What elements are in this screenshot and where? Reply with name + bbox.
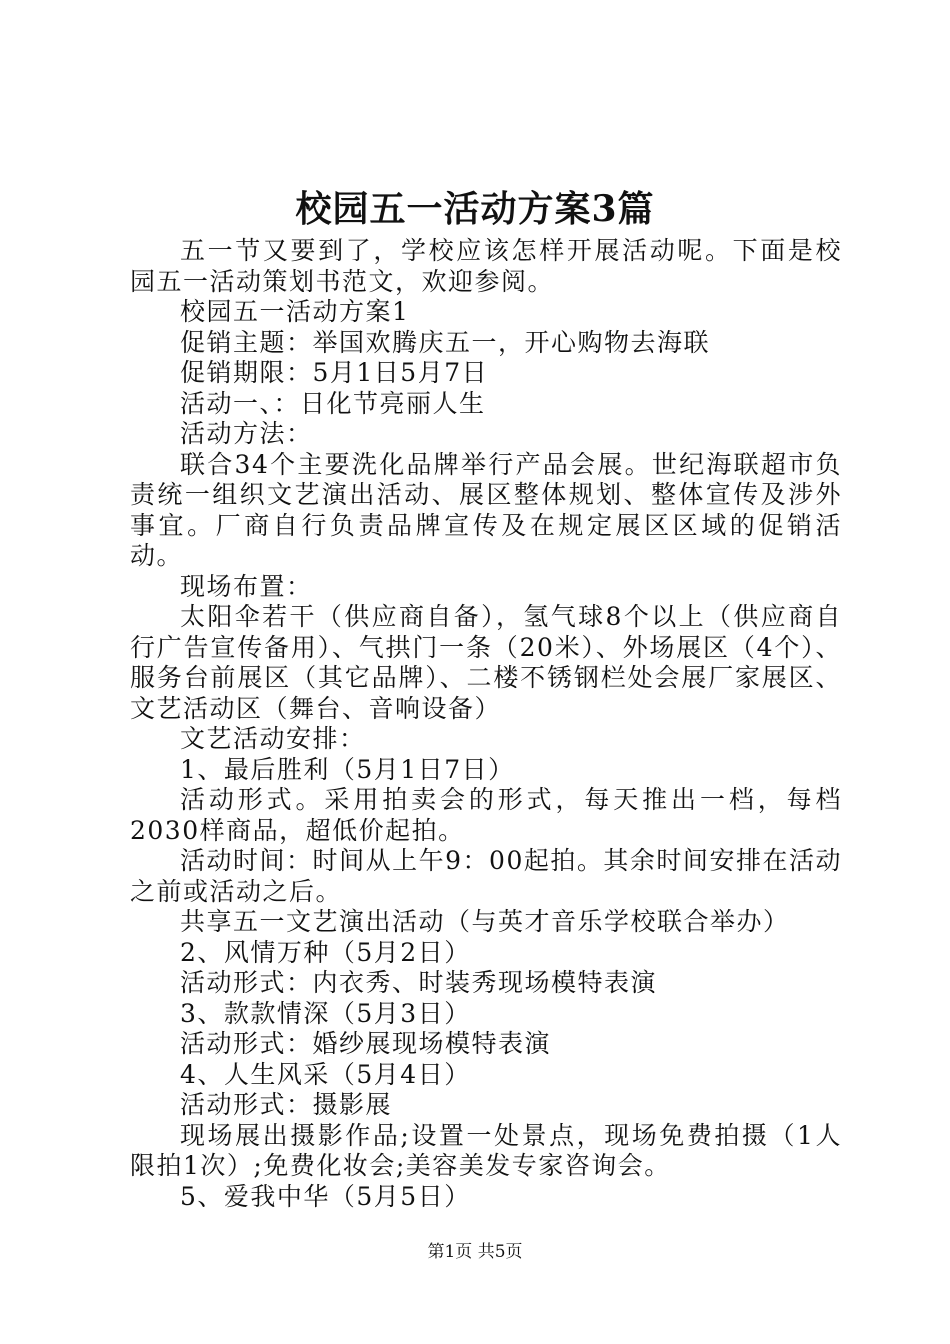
paragraph: 共享五一文艺演出活动（与英才音乐学校联合举办） [180, 907, 790, 936]
paragraph: 活动形式：内衣秀、时装秀现场模特表演 [180, 968, 658, 997]
paragraph: 活动时间：时间从上午9：00起拍。其余时间安排在活动之前或活动之后。 [130, 846, 842, 906]
paragraph: 促销期限：5月1日5月7日 [180, 358, 489, 387]
paragraph: 活动方法： [180, 419, 313, 448]
paragraph: 活动形式：婚纱展现场模特表演 [180, 1029, 552, 1058]
paragraph: 太阳伞若干（供应商自备），氢气球8个以上（供应商自行广告宣传备用）、气拱门一条（20米）、外场展区（4个）、服务台前展区（其它品牌）、二楼不锈钢栏处会展厂家展区、文艺活动区（舞台、音响设备） [130, 602, 842, 723]
paragraph: 4、人生风采（5月4日） [180, 1059, 471, 1089]
paragraph: 五一节又要到了，学校应该怎样开展活动呢。下面是校园五一活动策划书范文，欢迎参阅。 [130, 236, 842, 296]
paragraph: 3、款款情深（5月3日） [180, 998, 471, 1028]
paragraph: 文艺活动安排： [180, 724, 366, 753]
paragraph: 1、最后胜利（5月1日7日） [180, 754, 515, 784]
paragraph: 活动一、：日化节亮丽人生 [180, 388, 486, 418]
paragraph: 校园五一活动方案1 [180, 297, 410, 326]
document-body [130, 236, 842, 1212]
paragraph: 联合34个主要洗化品牌举行产品会展。世纪海联超市负责统一组织文艺演出活动、展区整体规划、整体宣传及涉外事宜。厂商自行负责品牌宣传及在规定展区区域的促销活动。 [130, 449, 842, 570]
paragraph: 2、风情万种（5月2日） [180, 937, 471, 967]
paragraph: 5、爱我中华（5月5日） [180, 1181, 471, 1211]
document-title: 校园五一活动方案3篇 [295, 188, 655, 230]
paragraph: 现场布置： [180, 571, 313, 601]
paragraph: 活动形式：摄影展 [180, 1090, 393, 1119]
page-footer: 第1页 共5页 [427, 1242, 523, 1262]
paragraph: 促销主题：举国欢腾庆五一，开心购物去海联 [180, 327, 711, 357]
paragraph: 活动形式。采用拍卖会的形式，每天推出一档，每档2030样商品，超低价起拍。 [130, 785, 842, 845]
paragraph: 现场展出摄影作品;设置一处景点，现场免费拍摄（1人限拍1次）;免费化妆会;美容美发专家咨询会。 [130, 1120, 842, 1180]
